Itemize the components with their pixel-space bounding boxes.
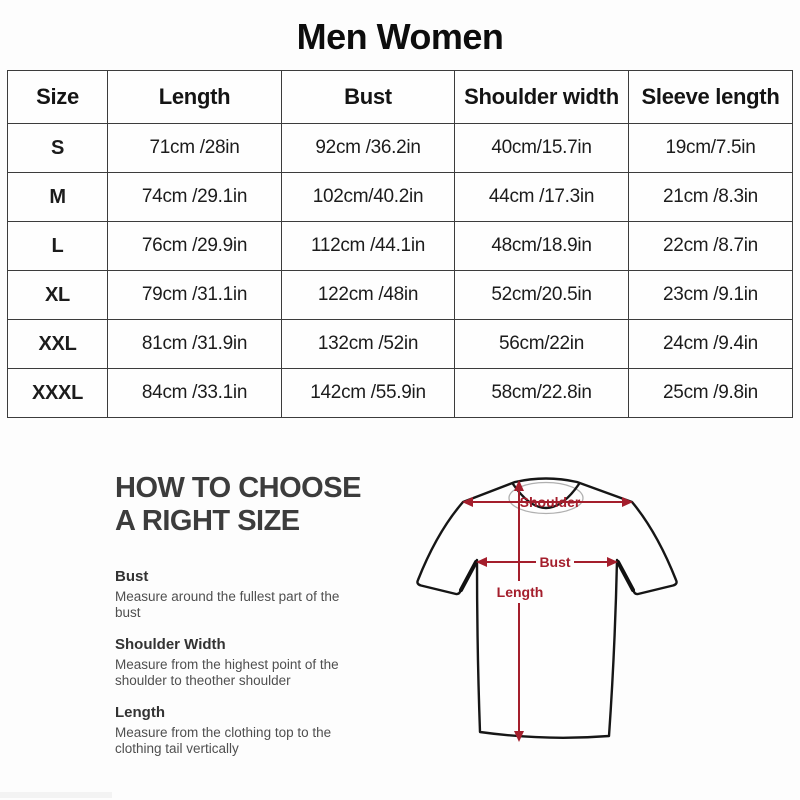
guide-item-label: Length: [115, 704, 165, 721]
cell-sleeve: 24cm /9.4in: [629, 320, 793, 369]
cell-size: XXL: [8, 320, 108, 369]
cell-shoulder: 58cm/22.8in: [455, 369, 629, 418]
cell-length: 74cm /29.1in: [108, 173, 282, 222]
guide-heading-line1: HOW TO CHOOSE: [115, 472, 361, 504]
cell-bust: 122cm /48in: [282, 271, 455, 320]
tshirt-measurement-diagram: [390, 450, 780, 770]
guide-item-description: Measure from the clothing top to the clothing tail vertically: [115, 725, 332, 756]
cell-length: 76cm /29.9in: [108, 222, 282, 271]
guide-heading-line2: A RIGHT SIZE: [115, 505, 300, 537]
cell-length: 79cm /31.1in: [108, 271, 282, 320]
cell-length: 84cm /33.1in: [108, 369, 282, 418]
shoulder-label: Shoulder: [519, 494, 581, 510]
cell-bust: 92cm /36.2in: [282, 124, 455, 173]
guide-heading: [115, 472, 400, 538]
cell-shoulder: 40cm/15.7in: [455, 124, 629, 173]
header-size: Size: [8, 71, 108, 124]
page-title: Men Women: [296, 16, 504, 57]
cell-size: XXXL: [8, 369, 108, 418]
cell-bust: 142cm /55.9in: [282, 369, 455, 418]
cell-size: XL: [8, 271, 108, 320]
cell-bust: 112cm /44.1in: [282, 222, 455, 271]
table-header-row: [8, 71, 793, 124]
cell-sleeve: 21cm /8.3in: [629, 173, 793, 222]
header-length: Length: [108, 71, 282, 124]
size-guide-section: [115, 472, 400, 772]
table-row: [8, 173, 793, 222]
table-row: [8, 320, 793, 369]
cell-bust: 102cm/40.2in: [282, 173, 455, 222]
cell-size: S: [8, 124, 108, 173]
cell-bust: 132cm /52in: [282, 320, 455, 369]
guide-item-label: Bust: [115, 568, 149, 585]
table-row: [8, 369, 793, 418]
bottom-edge-artifact: [0, 792, 112, 798]
header-bust: Bust: [282, 71, 455, 124]
cell-shoulder: 56cm/22in: [455, 320, 629, 369]
cell-shoulder: 48cm/18.9in: [455, 222, 629, 271]
cell-shoulder: 44cm /17.3in: [455, 173, 629, 222]
header-shoulder-width: Shoulder width: [455, 71, 629, 124]
guide-item-length: [115, 704, 400, 757]
size-chart-table: [7, 70, 793, 418]
guide-item-description: Measure around the fullest part of the bust: [115, 589, 340, 620]
header-sleeve-length: Sleeve length: [629, 71, 793, 124]
length-label: Length: [496, 584, 544, 600]
table-row: [8, 222, 793, 271]
cell-sleeve: 22cm /8.7in: [629, 222, 793, 271]
cell-sleeve: 23cm /9.1in: [629, 271, 793, 320]
tshirt-outline-icon: [417, 479, 676, 738]
cell-length: 71cm /28in: [108, 124, 282, 173]
cell-shoulder: 52cm/20.5in: [455, 271, 629, 320]
bust-label: Bust: [539, 554, 571, 570]
cell-size: L: [8, 222, 108, 271]
cell-sleeve: 19cm/7.5in: [629, 124, 793, 173]
table-row: [8, 124, 793, 173]
table-row: [8, 271, 793, 320]
cell-size: M: [8, 173, 108, 222]
guide-item-bust: [115, 568, 400, 621]
guide-item-description: Measure from the highest point of the shoulder to theother shoulder: [115, 657, 339, 688]
cell-sleeve: 25cm /9.8in: [629, 369, 793, 418]
guide-item-shoulder-width: [115, 636, 400, 689]
guide-item-label: Shoulder Width: [115, 636, 226, 653]
cell-length: 81cm /31.9in: [108, 320, 282, 369]
